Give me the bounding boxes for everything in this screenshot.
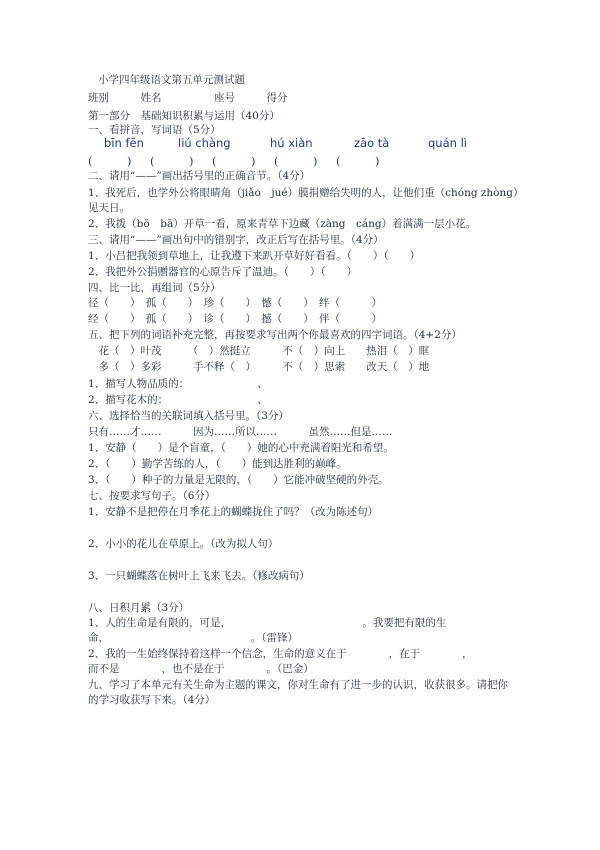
q1-pinyin-5: quán lì bbox=[428, 136, 467, 150]
q9-prompt-cont: 的学习收获写下来。（4分） bbox=[88, 694, 216, 706]
q5-item-2: 2、描写花木的： 、 bbox=[88, 394, 268, 406]
q4-heading: 四、比一比，再组词（5分） bbox=[88, 282, 221, 294]
q6-heading: 六、选择恰当的关联词填入括号里。（3分） bbox=[88, 410, 289, 422]
q7-item-1: 1、安静不是把停在月季花上的蝴蝶拢住了吗？（改为陈述句） bbox=[88, 506, 379, 518]
q4-row-1: 径（ ） 孤（ ） 珍（ ） 憾（ ） 绊（ ） bbox=[88, 297, 382, 309]
q2-heading: 二、请用“——”画出括号里的正确音节。（4分） bbox=[88, 170, 311, 182]
q8-item-2-cont: 而不是 ，也不是在于 。（巴金） bbox=[88, 663, 314, 675]
q2-item-1-cont: 见天日。 bbox=[88, 202, 130, 214]
q6-item-3: 3、（ ）种子的力量是无限的，（ ）它能冲破坚硬的外壳。 bbox=[88, 474, 389, 486]
q6-item-1: 1、安静（ ）是个盲童，（ ）她的心中充满着阳光和希望。 bbox=[88, 442, 394, 454]
q1-answer-4[interactable]: ( ) bbox=[274, 154, 318, 168]
part-one-heading: 第一部分 基础知识积累与运用（40分） bbox=[88, 110, 280, 122]
q7-heading: 七、按要求写句子。（6分） bbox=[88, 490, 216, 502]
q5-item-1: 1、描写人物品质的： 、 bbox=[88, 378, 268, 390]
q1-heading: 一、看拼音，写词语（5分） bbox=[88, 124, 221, 136]
q1-answer-2[interactable]: ( ) bbox=[150, 154, 194, 168]
q5-row-2: 多（ ）多彩 手不释（ ） 不（ ）思索 改天（ ）地 bbox=[88, 361, 430, 373]
q2-item-1: 1、我死后，也学外公将眼睛角（jiǎo jué）膜捐赠给失明的人，让他们重（chóng zhòng） bbox=[88, 187, 524, 199]
q5-row-1: 花（ ）叶茂 （ ）然挺立 不（ ）向上 热泪（ ）眶 bbox=[88, 345, 430, 357]
q1-pinyin-3: hú xiàn bbox=[270, 136, 313, 150]
q5-heading: 五、把下列的词语补充完整，再按要求写出两个你最喜欢的四字词语。（4+2分） bbox=[88, 329, 462, 341]
q1-answer-3[interactable]: ( ) bbox=[212, 154, 256, 168]
student-info-line: 班别 姓名 座号 得分 bbox=[88, 92, 288, 104]
q1-answer-1[interactable]: ( ) bbox=[88, 154, 132, 168]
q7-item-3: 3、一只蝴蝶落在树叶上飞来飞去。（修改病句） bbox=[88, 570, 310, 582]
q8-heading: 八、日积月累（3分） bbox=[88, 602, 190, 614]
q4-row-2: 经（ ） 孤（ ） 诊（ ） 撼（ ） 伴（ ） bbox=[88, 313, 382, 325]
q8-item-2: 2、我的一生始终保持着这样一个信念，生命的意义在于 ，在于 ， bbox=[88, 648, 473, 660]
q6-options: 只有……才…… 因为……所以…… 虽然……但是…… bbox=[88, 426, 393, 438]
q3-item-1: 1、小吕把我领到草地上，让我遵下来趴开草好好看看。（ ）（ ） bbox=[88, 250, 421, 262]
q6-item-2: 2、（ ）勤学苦练的人，（ ）能到达胜利的巅峰。 bbox=[88, 458, 347, 470]
q8-item-1-cont: 命， 。（雷锋） bbox=[88, 632, 298, 644]
q1-answer-5[interactable]: ( ) bbox=[336, 154, 380, 168]
page-title: 小学四年级语文第五单元测试题 bbox=[98, 74, 245, 86]
q2-item-2: 2、我拨（bō bā）开草一看，原来青草下边藏（zàng cáng）着满满一层小花。 bbox=[88, 218, 477, 230]
q9-prompt: 九、学习了本单元有关生命为主题的课文，你对生命有了进一步的认识，收获很多。请把你 bbox=[88, 679, 508, 691]
q1-pinyin-4: zāo tà bbox=[354, 136, 390, 150]
q7-item-2: 2、小小的花儿在草原上。（改为拟人句） bbox=[88, 538, 279, 550]
q1-pinyin-2: liú chàng bbox=[178, 136, 231, 150]
q1-pinyin-1: bīn fēn bbox=[104, 136, 144, 150]
q8-item-1: 1、人的生命是有限的，可是， 。我要把有限的生 bbox=[88, 617, 447, 629]
q3-heading: 三、请用“——”画出句中的错别字，改正后写在括号里。（4分） bbox=[88, 234, 384, 246]
q3-item-2: 2、我把外公捐赠器官的心原告斥了温迪。（ ）（ ） bbox=[88, 266, 358, 278]
